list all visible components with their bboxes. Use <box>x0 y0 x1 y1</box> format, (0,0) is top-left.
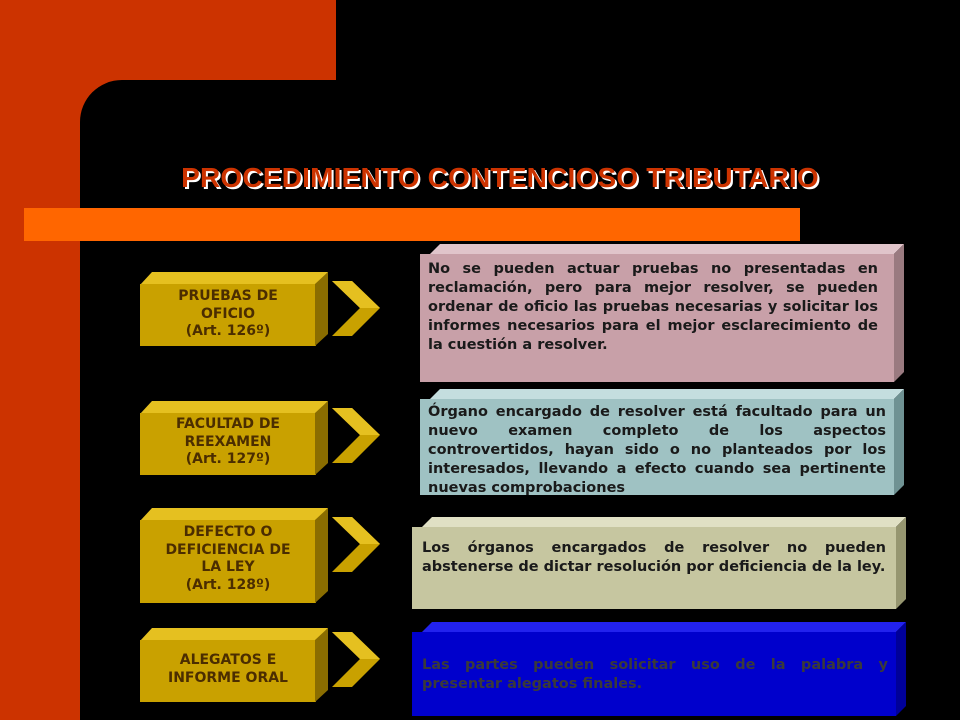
arrow-right-icon <box>322 627 382 697</box>
label-line: DEFECTO O <box>183 524 273 540</box>
card-bevel-side <box>896 517 906 609</box>
label-pruebas-de-oficio <box>140 288 316 341</box>
card-bevel-top <box>422 517 906 527</box>
card-text: No se pueden actuar pruebas no presentadas en reclamación, pero para mejor resolver, se pueden ordenar de oficio las pruebas necesarias y solicitar los informes necesarios para el mejor esclarecimiento de la cuestión a resolver. <box>428 261 878 353</box>
label-line: PRUEBAS DE <box>178 288 278 304</box>
card-text: Las partes pueden solicitar uso de la palabra y presentar alegatos finales. <box>422 657 888 692</box>
label-line: OFICIO <box>200 305 256 322</box>
slide-title: PROCEDIMIENTO CONTENCIOSO TRIBUTARIO <box>181 162 819 193</box>
card-bevel-top <box>422 622 906 632</box>
label-line: (Art. 127º) <box>185 451 271 467</box>
card-bevel-side <box>894 244 904 382</box>
label-line: REEXAMEN <box>184 433 272 450</box>
label-line: ALEGATOS E <box>179 652 277 668</box>
label-line: DEFICIENCIA DE <box>165 541 291 558</box>
arrow-right-icon <box>322 512 382 582</box>
title-underline-bar <box>24 208 800 241</box>
label-line: (Art. 128º) <box>185 576 271 593</box>
arrow-right-icon <box>322 403 382 473</box>
label-defecto-o-deficiencia <box>140 524 316 594</box>
label-line: (Art. 126º) <box>185 323 271 339</box>
card-text: Los órganos encargados de resolver no pueden abstenerse de dictar resolución por deficiencia de la ley. <box>422 540 886 575</box>
card-bevel-side <box>894 389 904 495</box>
label-alegatos-e-informe-oral <box>140 652 316 687</box>
label-line: FACULTAD DE <box>175 416 280 432</box>
card-bevel-top <box>430 244 904 254</box>
card-bevel-top <box>430 389 904 399</box>
card-bevel-side <box>896 622 906 716</box>
label-line: LA LEY <box>201 559 255 575</box>
arrow-right-icon <box>322 276 382 346</box>
label-facultad-de-reexamen <box>140 416 316 469</box>
card-text: Órgano encargado de resolver está facultado para un nuevo examen completo de los aspectos controvertidos, hayan sido o no planteados por los interesados, llevando a efecto cuando sea pertinente nuevas comprobaciones <box>428 404 886 496</box>
label-line: INFORME ORAL <box>168 669 288 686</box>
